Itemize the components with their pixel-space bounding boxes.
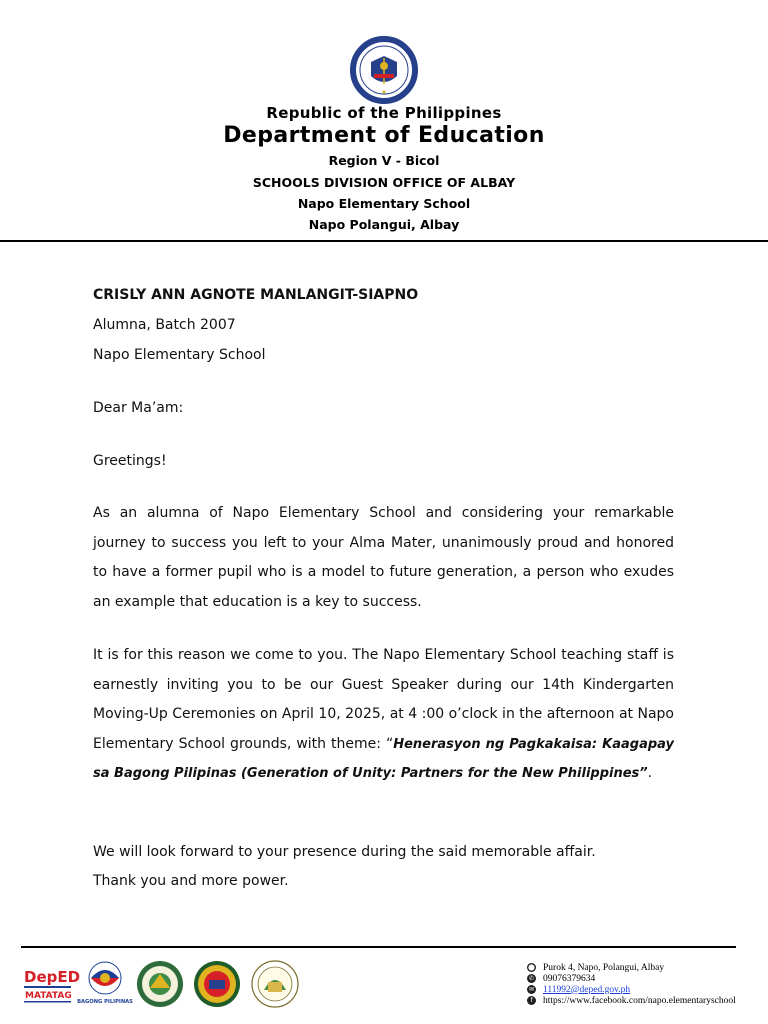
deped-matatag-logo (22, 962, 81, 1006)
email-icon: ✉ (528, 985, 535, 993)
division-label: SCHOOLS DIVISION OFFICE OF ALBAY (252, 175, 516, 190)
footer-contacts (527, 962, 767, 1006)
napo-elementary-seal-logo (250, 960, 300, 1008)
recipient-school: Napo Elementary School (93, 347, 266, 363)
event-theme: Henerasyon ng Pagkakaisa: Kaagapay sa Bagong Pilipinas (Generation of Unity: Partners for the New Philippines” (93, 736, 674, 781)
school-seal-logo (192, 960, 242, 1008)
contact-facebook[interactable]: https://www.facebook.com/napo.elementaryschool (543, 995, 736, 1006)
contact-facebook-row (527, 995, 767, 1006)
footer-divider (21, 946, 736, 948)
region-label: Region V - Bicol (328, 153, 440, 168)
phone-icon: ✆ (528, 974, 535, 982)
contact-address: Purok 4, Napo, Polangui, Albay (543, 962, 665, 973)
salutation: Dear Ma’am: (93, 400, 184, 416)
school-name-label: Napo Elementary School (297, 196, 471, 211)
paragraph-2 (93, 641, 674, 789)
greeting: Greetings! (93, 453, 167, 469)
paragraph-1: As an alumna of Napo Elementary School and considering your remarkable journey to success you left to your Alma Mater, unanimously proud and honored to have a former pupil who is a model to future generation, a person who exudes an example that education is a key to success. (93, 505, 674, 610)
contact-email-row (527, 984, 767, 995)
school-address-label: Napo Polangui, Albay (308, 217, 460, 232)
contact-email-link[interactable]: 111992@deped.gov.ph (543, 984, 631, 995)
location-pin-icon: ⬤ (528, 963, 535, 971)
division-seal-logo (136, 960, 184, 1008)
bagong-pilipinas-logo-text: BAGONG PILIPINAS (77, 999, 133, 1005)
contact-phone: 09076379634 (543, 973, 596, 984)
deped-logo-text: DepED (24, 968, 81, 986)
department-title: Department of Education (223, 123, 545, 148)
recipient-name: CRISLY ANN AGNOTE MANLANGIT-SIAPNO (93, 287, 419, 303)
recipient-batch: Alumna, Batch 2007 (93, 317, 236, 333)
deped-seal-icon (347, 36, 421, 104)
matatag-logo-text: MATATAG (25, 991, 72, 1001)
header-divider (0, 240, 768, 242)
contact-phone-row (527, 973, 767, 984)
facebook-icon: f (527, 996, 536, 1005)
contact-address-row (527, 962, 767, 973)
paragraph-2-lead: It is for this reason we come to you. The Napo Elementary School teaching staff is earnestly inviting you to be our Guest Speaker during our 14th Kindergarten Moving-Up Ceremonies on April 10, 2025, at 4 :00 o’clock in the afternoon at Napo Elementary School grounds, with theme: “ (93, 647, 674, 752)
bagong-pilipinas-logo (77, 960, 133, 1006)
closing-line-1: We will look forward to your presence during the said memorable affair. (93, 844, 596, 860)
republic-title: Republic of the Philippines (266, 104, 502, 122)
closing-line-2: Thank you and more power. (93, 873, 289, 889)
paragraph-2-end: . (647, 765, 653, 781)
